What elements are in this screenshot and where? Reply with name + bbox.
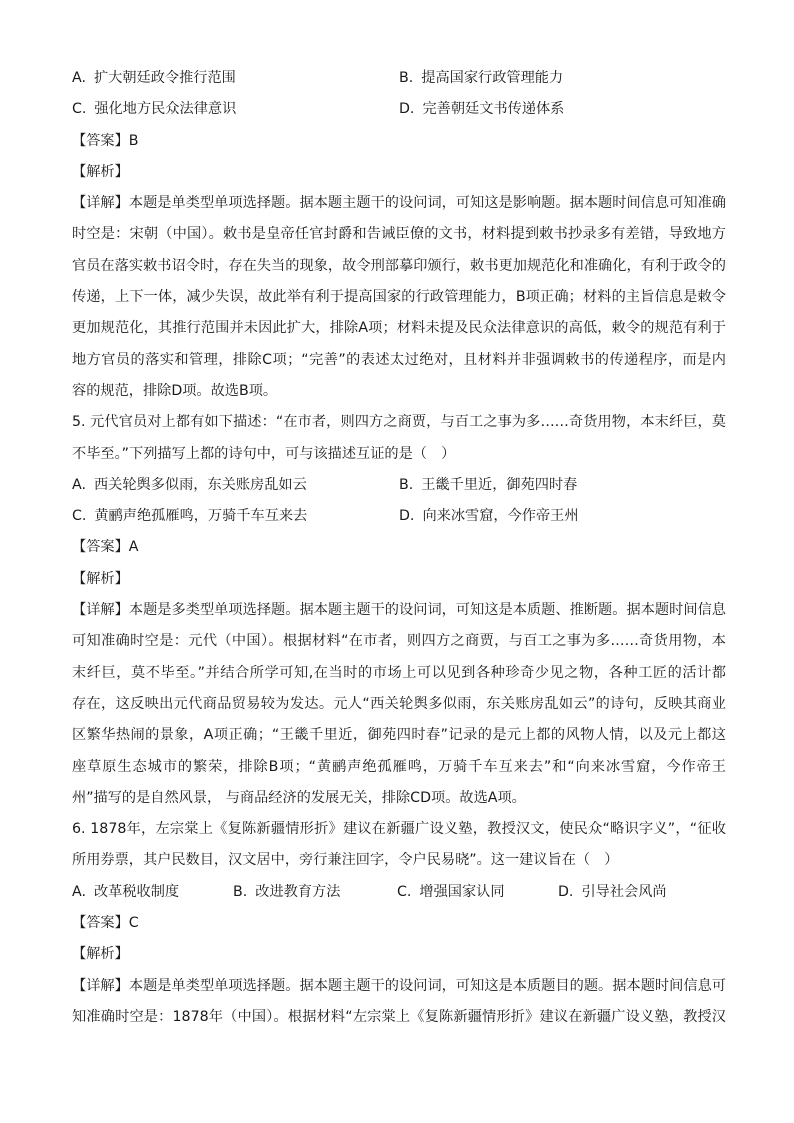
q5-detail-line: 座草原生态城市的繁荣，排除B项；“黄鹂声绝孤雁鸣，万骑千车互来去”和“向来冰雪窟，今作帝王 — [72, 758, 726, 775]
q6-option-b[interactable] — [233, 877, 397, 908]
option-text: 黄鹂声绝孤雁鸣，万骑千车互来去 — [94, 508, 308, 525]
q4-option-c[interactable] — [72, 94, 399, 125]
q4-option-d[interactable] — [399, 94, 726, 125]
option-text: 王畿千里近，御苑四时春 — [421, 476, 578, 493]
q6-option-c[interactable] — [397, 877, 558, 908]
option-text: 增强国家认同 — [419, 883, 505, 900]
q6-stem-line: 所用券票，其户民数目，汉文居中，旁行兼注回字，令户民易晓”。这一建议旨在（ ） — [72, 852, 619, 869]
q6-answer — [72, 908, 726, 939]
option-text: 强化地方民众法律意识 — [94, 101, 237, 118]
option-letter: A. — [72, 883, 86, 900]
answer-value: C — [128, 915, 139, 932]
q5-analysis-heading: 【解析】 — [72, 570, 129, 587]
option-text: 向来冰雪窟，今作帝王州 — [422, 508, 579, 525]
q4-detail-line: 官员在落实敕书诏令时，存在失当的现象，故令刑部摹印颁行，敕书更加规范化和准确化，有利于政令的 — [72, 257, 726, 274]
q5-option-c[interactable] — [72, 501, 399, 532]
option-text: 引导社会风尚 — [581, 883, 667, 900]
q5-detail-line: 存在，这反映出元代商品贸易较为发达。元人“西关轮舆多似雨，东关账房乱如云”的诗句，反映其商业 — [72, 695, 726, 712]
q5-detail-line: 区繁华热闹的景象，A项正确；“王畿千里近，御苑四时春”记录的是元上都的风物人情，以及元上都这 — [72, 727, 726, 744]
q4-detail-line: 传递，上下一体，减少失误，故此举有利于提高国家的行政管理能力，B项正确；材料的主旨信息是敕令 — [72, 289, 726, 306]
q5-stem-line: 不毕至。”下列描写上都的诗句中，可与该描述互证的是（ ） — [72, 445, 456, 462]
q4-detail-line: 更加规范化，其推行范围并未因此扩大，排除A项；材料未提及民众法律意识的高低，敕令的规范有利于 — [72, 320, 726, 337]
answer-value: A — [128, 539, 139, 556]
answer-tag: 【答案】 — [72, 132, 129, 149]
q4-options-row-2 — [72, 94, 726, 125]
option-letter: D. — [399, 508, 415, 525]
option-text: 改进教育方法 — [255, 883, 341, 900]
q4-option-b[interactable] — [399, 63, 726, 94]
option-letter: C. — [72, 508, 87, 525]
option-letter: B. — [233, 883, 248, 900]
option-letter: B. — [399, 476, 414, 493]
q4-option-a[interactable] — [72, 63, 399, 94]
q6-analysis-heading: 【解析】 — [72, 946, 129, 963]
q5-answer — [72, 532, 726, 563]
q5-stem-line: 5. 元代官员对上都有如下描述：“在市者，则四方之商贾，与百工之事为多……奇货用物，本末纤巨，莫 — [72, 414, 726, 431]
q4-detail-line: 容的规范，排除D项。故选B项。 — [72, 382, 278, 399]
option-letter: D. — [558, 883, 574, 900]
option-text: 改革税收制度 — [93, 883, 180, 900]
option-text: 完善朝廷文书传递体系 — [422, 101, 565, 118]
q5-option-d[interactable] — [399, 501, 726, 532]
option-text: 扩大朝廷政令推行范围 — [93, 70, 236, 86]
q4-detail-line: 地方官员的落实和管理，排除C项；“完善”的表述太过绝对，且材料并非强调敕书的传递程序，而是内 — [72, 351, 726, 368]
q5-option-b[interactable] — [399, 470, 726, 501]
option-letter: C. — [72, 101, 87, 118]
q4-detail-line: 【详解】本题是单类型单项选择题。据本题主题干的设问词，可知这是影响题。据本题时间信息可知准确 — [72, 195, 726, 212]
q5-options-row-2 — [72, 501, 726, 532]
option-letter: C. — [397, 883, 412, 900]
q5-option-a[interactable] — [72, 470, 399, 501]
q5-detail-line: 末纤巨，莫不毕至。”并结合所学可知,在当时的市场上可以见到各种珍奇少见之物，各种工匠的活计都 — [72, 664, 726, 681]
option-text: 提高国家行政管理能力 — [421, 70, 564, 86]
q5-options-row-1 — [72, 470, 726, 501]
answer-value: B — [128, 132, 139, 149]
option-letter: A. — [72, 70, 86, 86]
option-text: 西关轮舆多似雨，东关账房乱如云 — [93, 476, 307, 493]
q6-detail-line: 【详解】本题是单类型单项选择题。据本题主题干的设问词，可知这是本质题目的题。据本题时间信息可 — [72, 977, 726, 994]
q6-option-d[interactable] — [558, 877, 718, 908]
option-letter: D. — [399, 101, 415, 118]
q5-detail-line: 可知准确时空是：元代（中国）。根据材料“在市者，则四方之商贾，与百工之事为多……奇货用物，本 — [72, 633, 726, 650]
q6-option-a[interactable] — [72, 877, 233, 908]
q6-detail-line: 知准确时空是：1878年（中国）。根据材料“左宗棠上《复陈新疆情形折》建议在新疆广设义塾，教授汉 — [72, 1008, 726, 1025]
q6-stem-line: 6. 1878年，左宗棠上《复陈新疆情形折》建议在新疆广设义塾，教授汉文，使民众“略识字义”，“征收 — [72, 821, 726, 838]
document-page — [72, 63, 726, 1033]
q4-detail-line: 时空是：宋朝（中国）。敕书是皇帝任官封爵和告诫臣僚的文书，材料提到敕书抄录多有差错，导致地方 — [72, 226, 726, 243]
option-letter: B. — [399, 70, 414, 86]
q5-detail-line: 州”描写的是自然风景， 与商品经济的发展无关，排除CD项。故选A项。 — [72, 789, 526, 806]
option-letter: A. — [72, 476, 86, 493]
q4-analysis-heading: 【解析】 — [72, 163, 129, 180]
q6-options-row — [72, 877, 726, 908]
answer-tag: 【答案】 — [72, 539, 129, 556]
answer-tag: 【答案】 — [72, 915, 129, 932]
q4-options-row-1 — [72, 63, 726, 94]
q4-answer — [72, 126, 726, 157]
q5-detail-line: 【详解】本题是多类型单项选择题。据本题主题干的设问词，可知这是本质题、推断题。据本题时间信息 — [72, 602, 726, 619]
